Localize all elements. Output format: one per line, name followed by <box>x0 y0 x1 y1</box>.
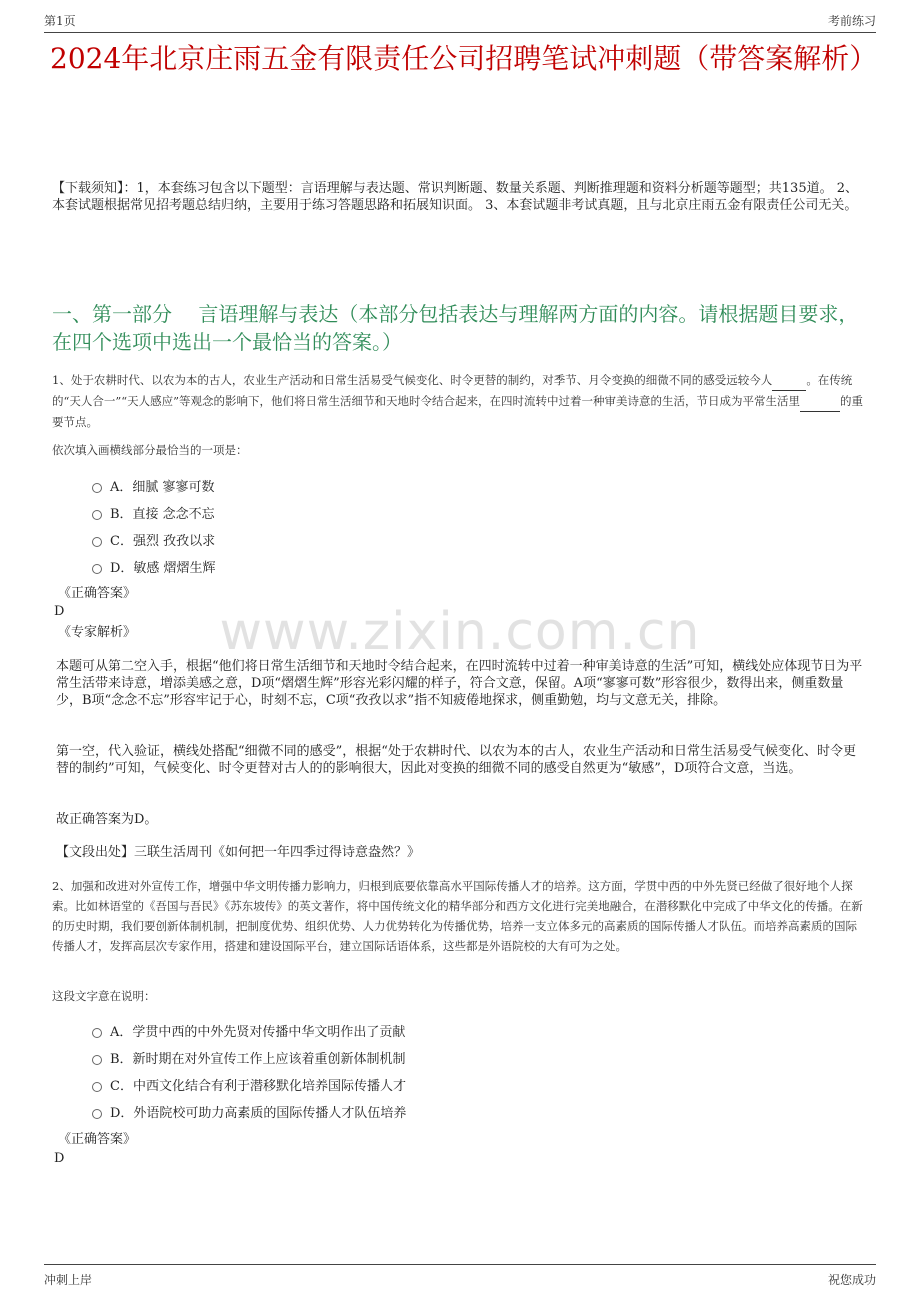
watermark: www.zixin.com.cn <box>219 602 701 662</box>
q2-option-a[interactable]: A．学贯中西的中外先贤对传播中华文明作出了贡献 <box>92 1017 406 1044</box>
question-1-prompt: 依次填入画横线部分最恰当的一项是： <box>52 443 248 457</box>
footer-left: 冲刺上岸 <box>44 1273 93 1287</box>
header-divider <box>44 32 876 33</box>
radio-icon[interactable] <box>92 1028 102 1038</box>
q1-source: 【文段出处】三联生活周刊《如何把一年四季过得诗意盎然？》 <box>56 845 421 860</box>
q1-option-d[interactable]: D．敏感 熠熠生辉 <box>92 553 216 580</box>
header-tag: 考前练习 <box>827 14 876 28</box>
q2-option-c[interactable]: C．中西文化结合有利于潜移默化培养国际传播人才 <box>92 1071 406 1098</box>
footer-divider <box>44 1264 876 1265</box>
page-header <box>44 12 876 32</box>
blank-1 <box>772 370 806 391</box>
q1-analysis-paragraph-2: 第一空，代入验证，横线处搭配“细微不同的感受”，根据“处于农耕时代、以农为本的古人，农业生产活动和日常生活易受气候变化、时令更替的制约”可知，气候变化、时令更替对古人的的影响很大，因此对变换的细微不同的感受自然更为“敏感”，D项符合文意，当选。 <box>56 744 856 776</box>
question-2-text: 2、加强和改进对外宣传工作，增强中华文明传播力影响力，归根到底要依靠高水平国际传播人才的培养。这方面，学贯中西的中外先贤已经做了很好地个人探索。比如林语堂的《吾国与吾民》《苏东坡传》的英文著作，将中国传统文化的精华部分和西方文化进行完美地融合，在潜移默化中完成了中华文化的传播。在新的历史时期，我们要创新体制机制，把制度优势、组织优势、人力优势转化为传播优势，培养一支立体多元的高素质的国际传播人才队伍。而培养高素质的国际传播人才，发挥高层次专家作用，搭建和建设国际平台，建立国际话语体系，这些都是外语院校的大有可为之处。 <box>52 879 863 953</box>
q2-option-b[interactable]: B．新时期在对外宣传工作上应该着重创新体制机制 <box>92 1044 406 1071</box>
page-footer <box>44 1268 876 1288</box>
q1-conclusion: 故正确答案为D。 <box>56 812 158 827</box>
radio-icon[interactable] <box>92 564 102 574</box>
footer-right: 祝您成功 <box>827 1273 876 1287</box>
q1-answer: D <box>54 604 65 619</box>
q1-answer-label: 《正确答案》 <box>58 586 137 601</box>
question-2-options <box>92 1017 406 1125</box>
question-1-options <box>92 472 216 580</box>
q2-option-d[interactable]: D．外语院校可助力高素质的国际传播人才队伍培养 <box>92 1098 406 1125</box>
radio-icon[interactable] <box>92 1082 102 1092</box>
radio-icon[interactable] <box>92 483 102 493</box>
radio-icon[interactable] <box>92 537 102 547</box>
q1-analysis-paragraph-1: 本题可从第二空入手，根据“他们将日常生活细节和天地时令结合起来，在四时流转中过着一种审美诗意的生活”可知，横线处应体现节日为平常生活带来诗意，增添美感之意，D项“熠熠生辉”形容光彩闪耀的样子，符合文意，保留。A项“寥寥可数”形容很少，数得出来，侧重数量少，B项“念念不忘”形容牢记于心，时刻不忘，C项“孜孜以求”指不知疲倦地探求，侧重勤勉，均与文意无关，排除。 <box>56 659 863 708</box>
q2-answer-label: 《正确答案》 <box>58 1132 137 1147</box>
radio-icon[interactable] <box>92 1055 102 1065</box>
blank-2 <box>800 391 840 412</box>
q1-option-a[interactable]: A．细腻 寥寥可数 <box>92 472 216 499</box>
section-heading: 一、第一部分 言语理解与表达（本部分包括表达与理解两方面的内容。请根据题目要求，在四个选项中选出一个最恰当的答案。） <box>52 302 859 354</box>
q1-analysis-label: 《专家解析》 <box>58 625 137 640</box>
radio-icon[interactable] <box>92 510 102 520</box>
question-1-text: 1、处于农耕时代、以农为本的古人，农业生产活动和日常生活易受气候变化、时令更替的制约，对季节、月令变换的细微不同的感受远较今人 。在传统的“天人合一”“天人感应”等观念的影响下，他们将日常生活细节和天地时令结合起来，在四时流转中过着一种审美诗意的生活，节日成为平常生活里 的重要节点。 <box>52 370 868 432</box>
q2-answer: D <box>54 1151 65 1166</box>
question-2-prompt: 这段文字意在说明： <box>52 989 156 1003</box>
radio-icon[interactable] <box>92 1109 102 1119</box>
download-notice: 【下载须知】：1，本套练习包含以下题型：言语理解与表达题、常识判断题、数量关系题、判断推理题和资料分析题等题型；共135道。 2、本套试题根据常见招考题总结归纳，主要用于练习答题思路和拓展知识面。 3、本套试题非考试真题，且与北京庄雨五金有限责任公司无关。 <box>52 181 858 213</box>
document-title: 2024年北京庄雨五金有限责任公司招聘笔试冲刺题（带答案解析） <box>50 42 878 75</box>
q1-option-b[interactable]: B．直接 念念不忘 <box>92 499 216 526</box>
q1-option-c[interactable]: C．强烈 孜孜以求 <box>92 526 216 553</box>
page-number: 第1页 <box>44 14 76 28</box>
